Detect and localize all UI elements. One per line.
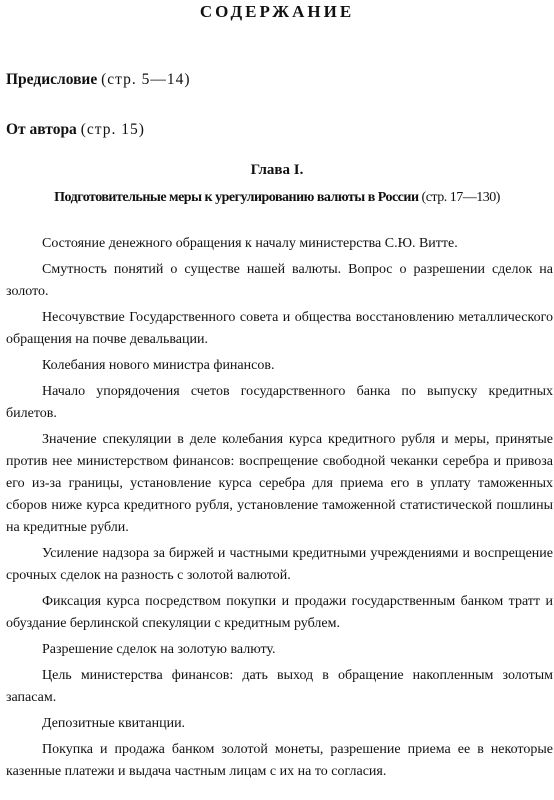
contents-paragraph: Значение спекуляции в деле колебания курса кредитного рубля и меры, принятые против нее министерством финансов: воспрещение свободной чеканки серебра и привоза его из-за границы, установление курса серебра для приема его в уплату таможенных сборов ниже курса кредитного рубля, установление таможенной статистической пошлины на кредитные рубли. xyxy=(6,432,553,535)
page-title: СОДЕРЖАНИЕ xyxy=(199,2,355,21)
chapter-heading xyxy=(0,190,554,206)
contents-paragraph: Несочувствие Государственного совета и общества восстановлению металлического обращения на почве девальвации. xyxy=(6,310,553,347)
contents-paragraph: Усиление надзора за биржей и частными кредитными учреждениями и воспрещение срочных сделок на разность с золотой валютой. xyxy=(6,546,553,583)
toc-entry-pages: (стр. 5—14) xyxy=(101,71,191,88)
contents-paragraph: Смутность понятий о существе нашей валюты. Вопрос о разрешении сделок на золото. xyxy=(6,262,553,299)
contents-paragraph: Начало упорядочения счетов государственного банка по выпуску кредитных билетов. xyxy=(6,384,553,421)
chapter-contents xyxy=(6,233,553,787)
contents-paragraph: Покупка и продажа банком золотой монеты, разрешение приема ее в некоторые казенные платежи и выдача частным лицам с их на то согласия. xyxy=(6,742,553,779)
contents-paragraph: Цель министерства финансов: дать выход в обращение накопленным золотым запасам. xyxy=(6,668,553,705)
toc-entry-label: Предисловие xyxy=(6,71,98,88)
toc-entry-pages: (стр. 15) xyxy=(80,121,145,138)
contents-paragraph: Депозитные квитанции. xyxy=(42,716,186,731)
toc-entry-preface xyxy=(6,71,191,89)
toc-entry-label: От автора xyxy=(6,121,77,138)
contents-paragraph: Фиксация курса посредством покупки и продажи государственным банком тратт и обуздание берлинской спекуляции с кредитным рублем. xyxy=(6,594,553,631)
contents-paragraph: Разрешение сделок на золотую валюту. xyxy=(42,642,276,657)
toc-entry-author xyxy=(6,121,145,139)
contents-paragraph: Колебания нового министра финансов. xyxy=(42,358,275,373)
contents-paragraph: Состояние денежного обращения к началу министерства С.Ю. Витте. xyxy=(42,236,458,251)
chapter-pages: (стр. 17—130) xyxy=(421,190,500,205)
chapter-title: Подготовительные меры к урегулированию валюты в России xyxy=(54,190,419,205)
chapter-number: Глава I. xyxy=(250,162,304,178)
